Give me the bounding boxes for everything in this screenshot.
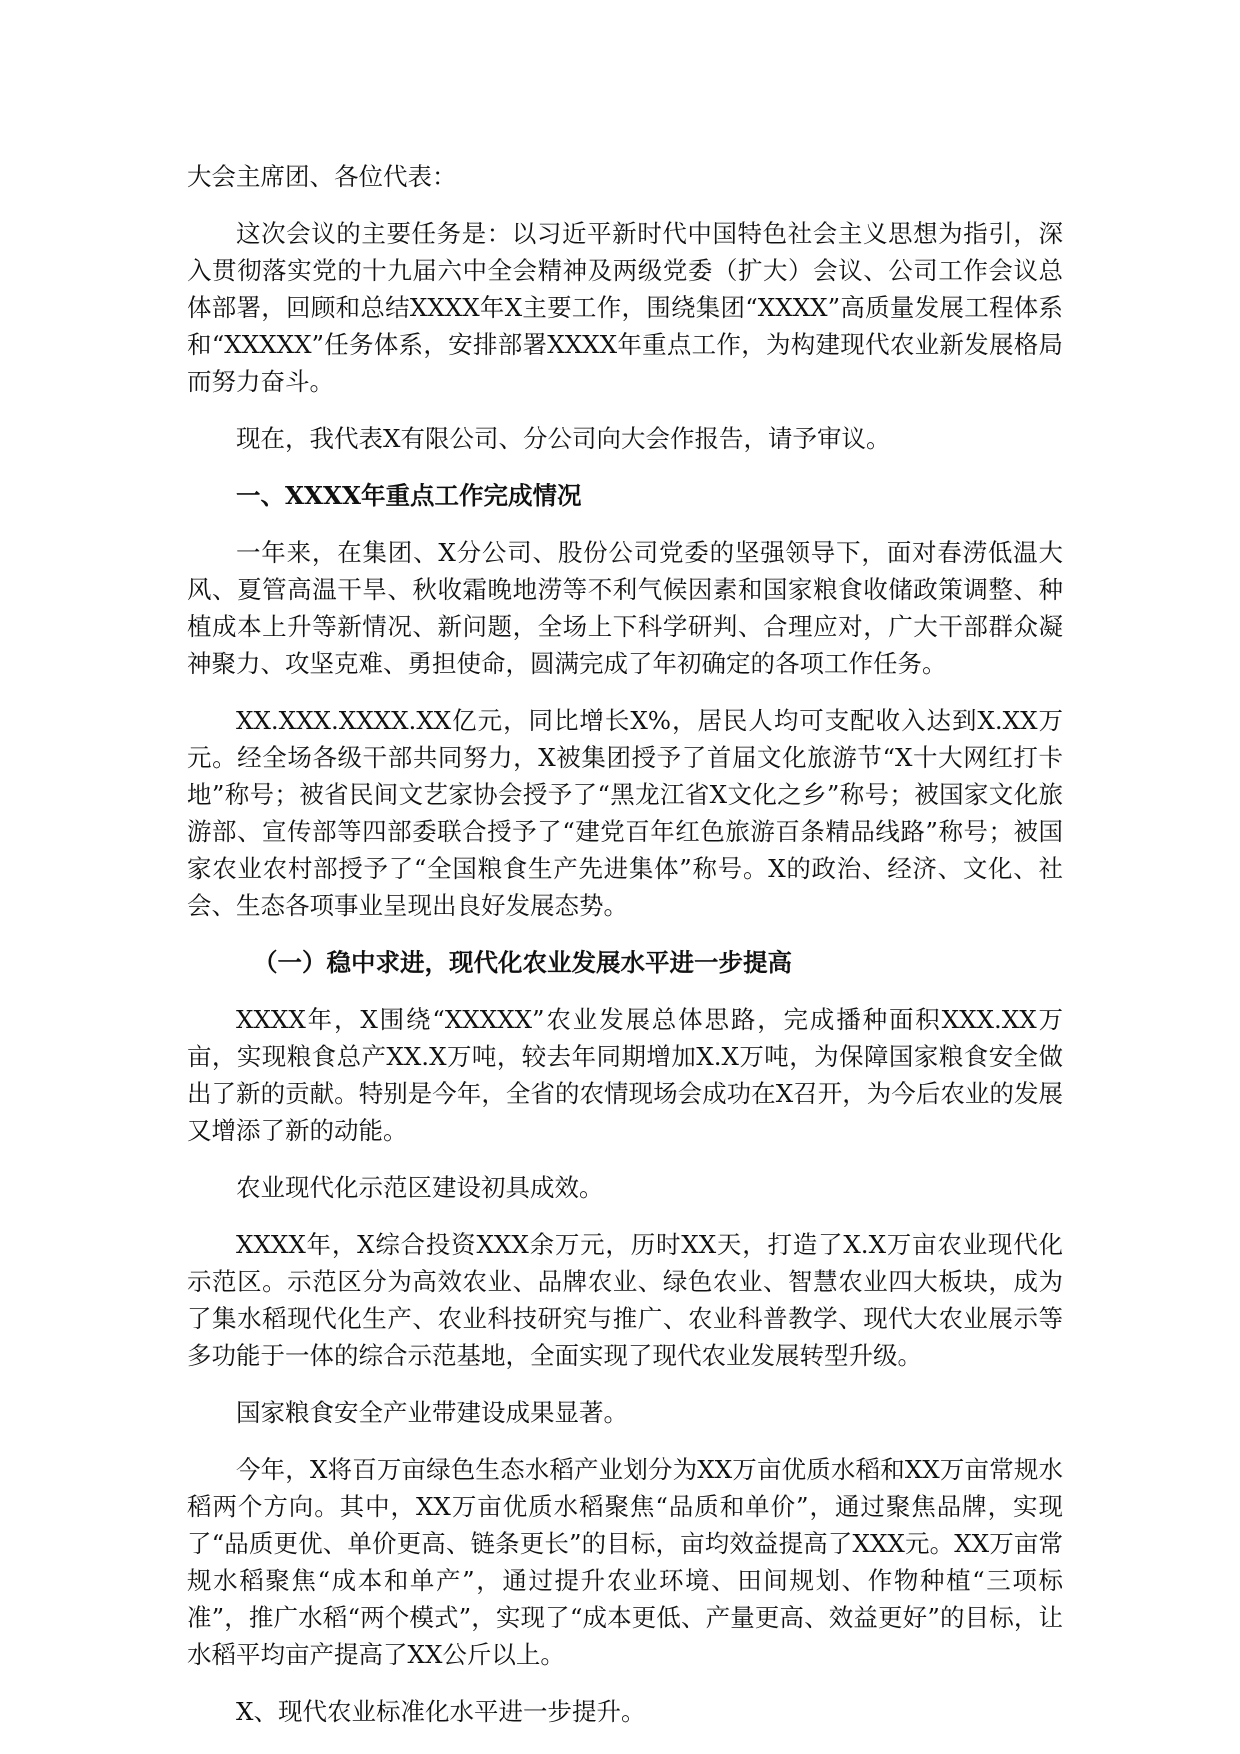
statistics-paragraph: XX.XXX.XXXX.XX亿元，同比增长X%，居民人均可支配收入达到X.XX万元。经全场各级干部共同努力，X被集团授予了首届文化旅游节“X十大网红打卡地”称号；被省民间文艺家协会授予了“黑龙江省X文化之乡”称号；被国家文化旅游部、宣传部等四部委联合授予了“建党百年红色旅游百条精品线路”称号；被国家农业农村部授予了“全国粮食生产先进集体”称号。X的政治、经济、文化、社会、生态各项事业呈现出良好发展态势。 <box>187 706 1063 920</box>
year-review-paragraph: 一年来，在集团、X分公司、股份公司党委的坚强领导下，面对春涝低温大风、夏管高温干旱、秋收霜晚地涝等不利气候因素和国家粮食收储政策调整、种植成本上升等新情况、新问题，全场上下科学研判、合理应对，广大干部群众凝神聚力、攻坚克难、勇担使命，圆满完成了年初确定的各项工作任务。 <box>187 538 1063 678</box>
section-heading-1: 一、XXXX年重点工作完成情况 <box>236 481 582 510</box>
standardization-paragraph: X、现代农业标准化水平进一步提升。 <box>236 1697 646 1726</box>
document-body <box>187 158 1063 1750</box>
subsection-heading-1-1: （一）稳中求进，现代化农业发展水平进一步提高 <box>253 948 792 977</box>
grain-paragraph: XXXX年，X围绕“XXXXX”农业发展总体思路，完成播种面积XXX.XX万亩，实现粮食总产XX.X万吨，较去年同期增加X.X万吨，为保障国家粮食安全做出了新的贡献。特别是今年，全省的农情现场会成功在X召开，为今后农业的发展又增添了新的动能。 <box>187 1005 1063 1145</box>
demo-zone-title: 农业现代化示范区建设初具成效。 <box>236 1173 604 1202</box>
report-paragraph: 现在，我代表X有限公司、分公司向大会作报告，请予审议。 <box>236 424 891 453</box>
salutation: 大会主席团、各位代表： <box>187 162 457 191</box>
demo-zone-paragraph: XXXX年，X综合投资XXX余万元，历时XX天，打造了X.X万亩农业现代化示范区。示范区分为高效农业、品牌农业、绿色农业、智慧农业四大板块，成为了集水稻现代化生产、农业科技研究与推广、农业科普教学、现代大农业展示等多功能于一体的综合示范基地，全面实现了现代农业发展转型升级。 <box>187 1230 1063 1370</box>
grain-belt-paragraph: 今年，X将百万亩绿色生态水稻产业划分为XX万亩优质水稻和XX万亩常规水稻两个方向。其中，XX万亩优质水稻聚焦“品质和单价”，通过聚焦品牌，实现了“品质更优、单价更高、链条更长”的目标，亩均效益提高了XXX元。XX万亩常规水稻聚焦“成本和单产”，通过提升农业环境、田间规划、作物种植“三项标准”，推广水稻“两个模式”，实现了“成本更低、产量更高、效益更好”的目标，让水稻平均亩产提高了XX公斤以上。 <box>187 1455 1063 1669</box>
grain-belt-title: 国家粮食安全产业带建设成果显著。 <box>236 1398 628 1427</box>
intro-paragraph: 这次会议的主要任务是：以习近平新时代中国特色社会主义思想为指引，深入贯彻落实党的十九届六中全会精神及两级党委（扩大）会议、公司工作会议总体部署，回顾和总结XXXX年X主要工作，围绕集团“XXXX”高质量发展工程体系和“XXXXX”任务体系，安排部署XXXX年重点工作，为构建现代农业新发展格局而努力奋斗。 <box>187 219 1063 396</box>
